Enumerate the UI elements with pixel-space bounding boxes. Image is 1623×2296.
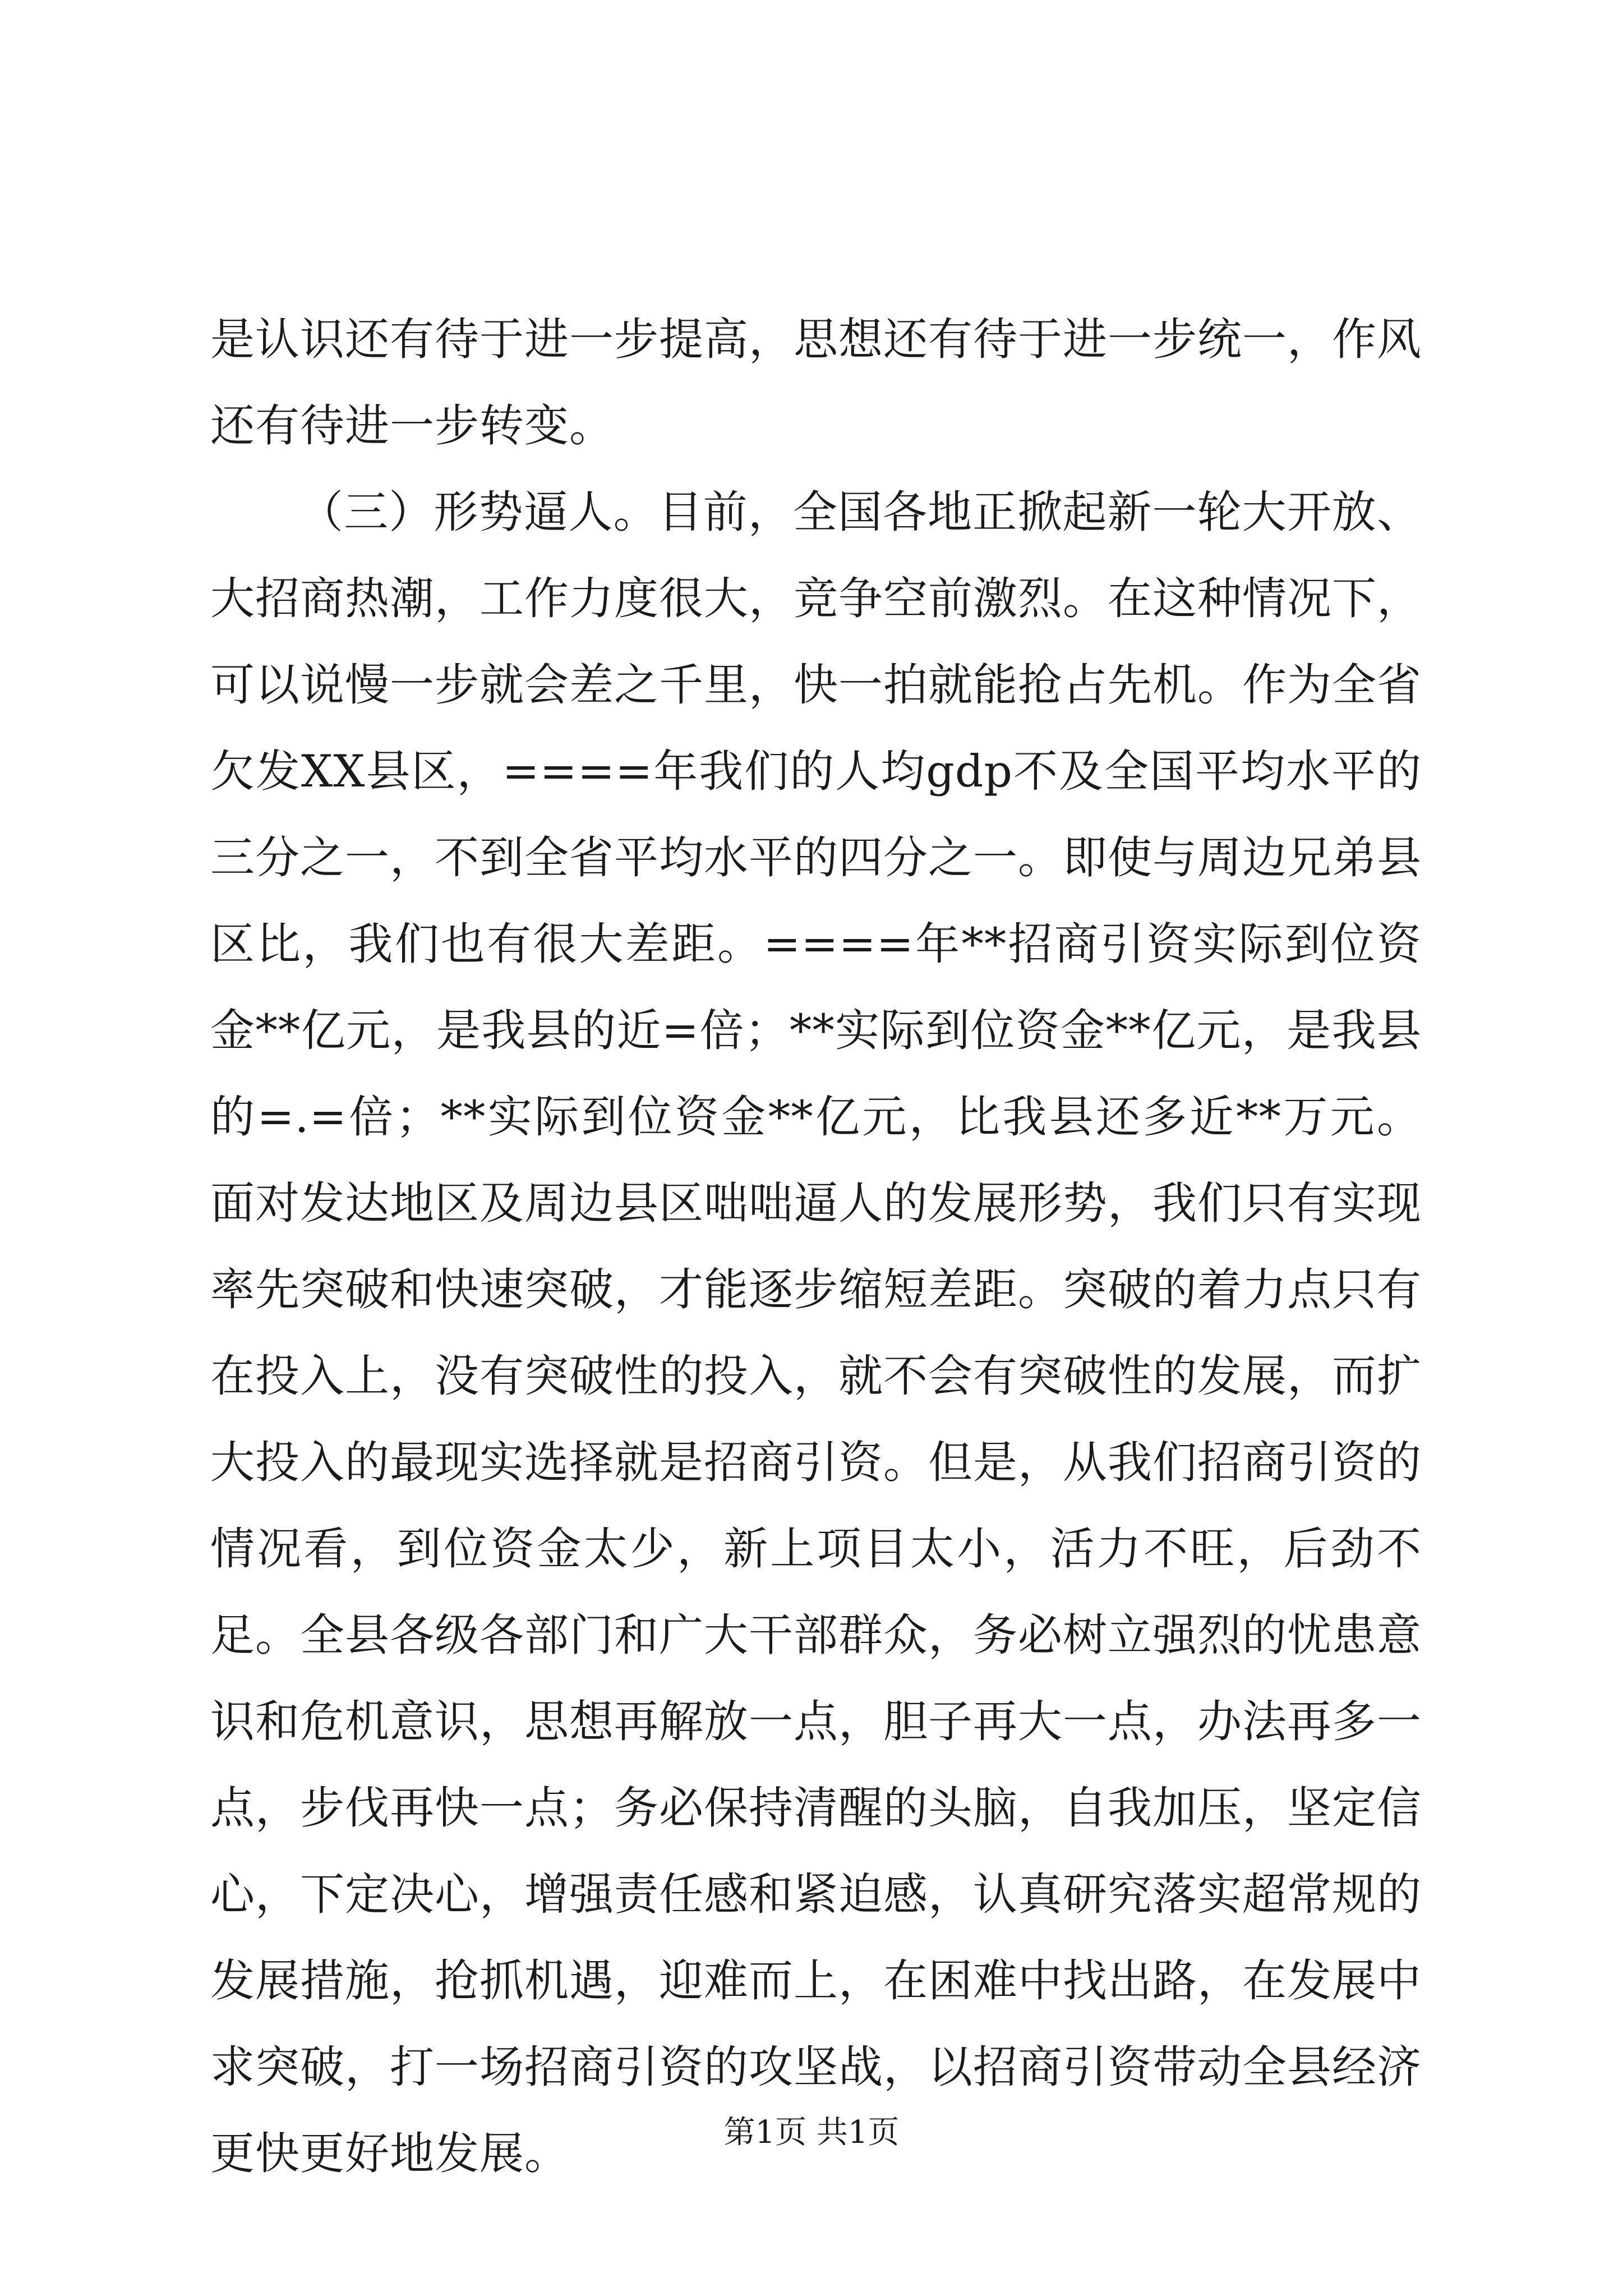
page-footer xyxy=(0,2110,1623,2155)
page-number-label: 第1页 共1页 xyxy=(723,2114,900,2151)
document-body xyxy=(210,296,1422,2197)
paragraph-continuation: 是认识还有待于进一步提高，思想还有待于进一步统一，作风还有待进一步转变。 xyxy=(210,314,1422,452)
paragraph-situation: （三）形势逼人。目前，全国各地正掀起新一轮大开放、大招商热潮，工作力度很大，竞争空前激烈。在这种情况下，可以说慢一步就会差之千里，快一拍就能抢占先机。作为全省欠发XX县区，====年我们的人均gdp不及全国平均水平的三分之一，不到全省平均水平的四分之一。即使与周边兄弟县区比，我们也有很大差距。====年**招商引资实际到位资金**亿元，是我县的近=倍；**实际到位资金**亿元，是我县的=.=倍；**实际到位资金**亿元，比我县还多近**万元。面对发达地区及周边县区咄咄逼人的发展形势，我们只有实现率先突破和快速突破，才能逐步缩短差距。突破的着力点只有在投入上，没有突破性的投入，就不会有突破性的发展，而扩大投入的最现实选择就是招商引资。但是，从我们招商引资的情况看，到位资金太少，新上项目太小，活力不旺，后劲不足。全县各级各部门和广大干部群众，务必树立强烈的忧患意识和危机意识，思想再解放一点，胆子再大一点，办法再多一点，步伐再快一点；务必保持清醒的头脑，自我加压，坚定信心，下定决心，增强责任感和紧迫感，认真研究落实超常规的发展措施，抢抓机遇，迎难而上，在困难中找出路，在发展中求突破，打一场招商引资的攻坚战，以招商引资带动全县经济更快更好地发展。 xyxy=(210,486,1422,2179)
